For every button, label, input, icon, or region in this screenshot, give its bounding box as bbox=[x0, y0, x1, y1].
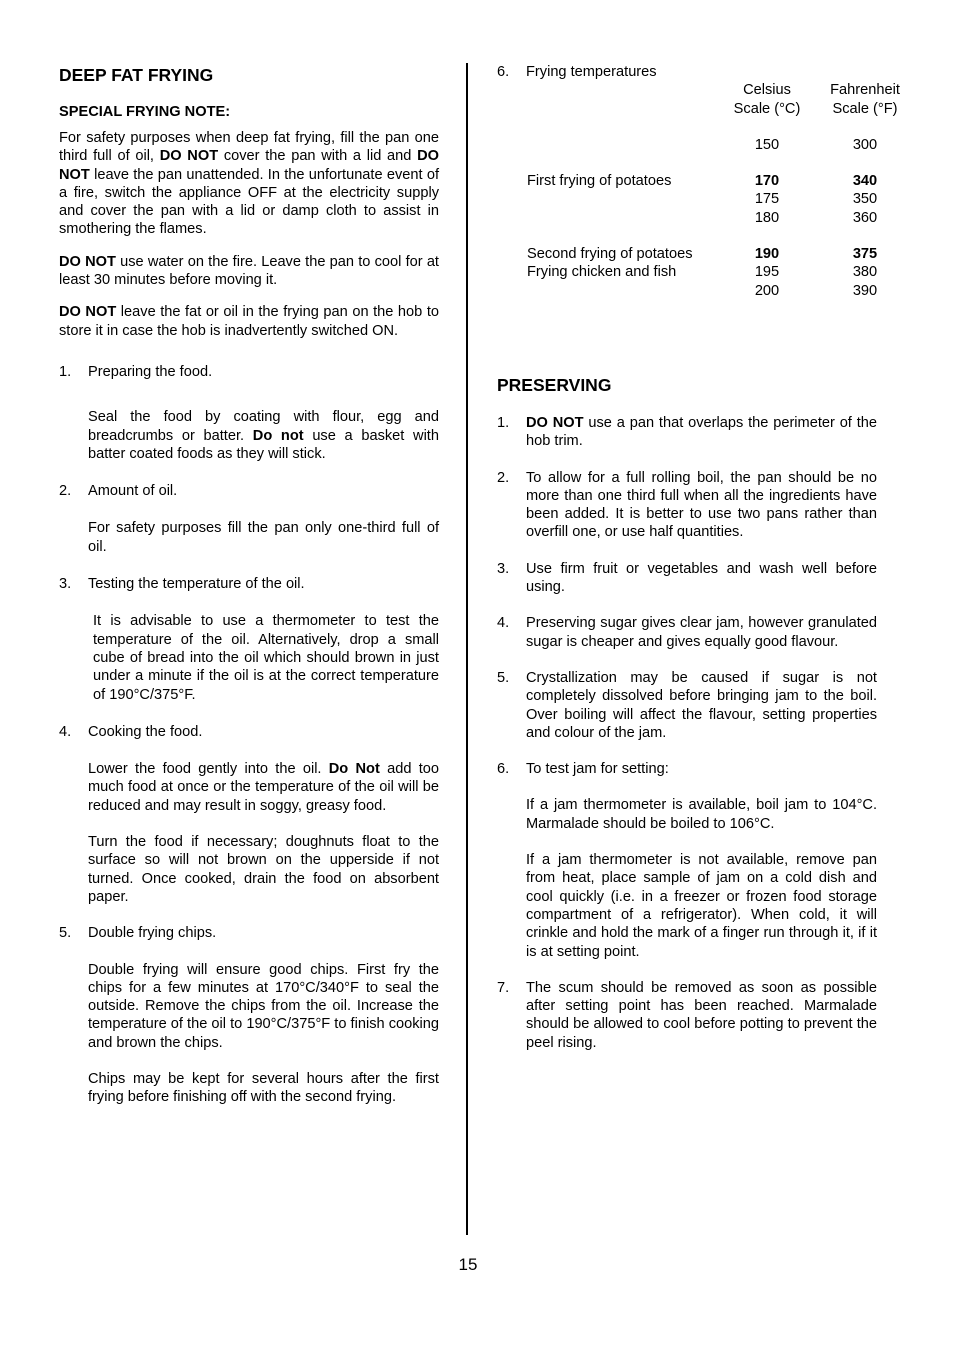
list-item-testing-temperature: 3. Testing the temperature of the oil. bbox=[59, 576, 305, 593]
double-frying-text-2: Chips may be kept for several hours after the first frying before finishing off with the second frying. bbox=[88, 1070, 439, 1106]
safety-note-paragraph: For safety purposes when deep fat frying, fill the pan one third full of oil, DO NOT cover the pan with a lid and DO NOT leave the pan unattended. In the unfortunate event of a fire, switch the appliance OFF at the electricity supply and cover the pan with a lid or damp cloth to assist in smothering the flames. bbox=[59, 130, 439, 238]
section-title-deep-fat-frying: DEEP FAT FRYING bbox=[59, 65, 214, 85]
cooking-text-1: Lower the food gently into the oil. Do Not add too much food at once or the temperature of the oil will be reduced and may result in soggy, greasy food. bbox=[88, 761, 439, 814]
double-frying-text-1: Double frying will ensure good chips. First fry the chips for a few minutes at 170°C/340°F to seal the outside. Remove the chips from the oil. Increase the temperature of the oil to 190°C/375°F to finish cooking and brown the chips. bbox=[88, 961, 439, 1051]
testing-temperature-text: It is advisable to use a thermometer to test the temperature of the oil. Alternatively, drop a small cube of bread into the oil which should brown in just under a minute if the oil is at the correct temperature of 190°C/375°F. bbox=[93, 613, 439, 703]
list-item: 5. Crystallization may be caused if sugar is not completely dissolved before bringing jam to the boil. Over boiling will affect the flavour, setting properties and colour of the jam. bbox=[497, 669, 877, 741]
list-item-amount-of-oil: 2. Amount of oil. bbox=[59, 483, 178, 500]
water-warning-paragraph: DO NOT use water on the fire. Leave the pan to cool for at least 30 minutes before moving it. bbox=[59, 253, 439, 289]
table-header-row-1 bbox=[497, 81, 900, 99]
page-number: 15 bbox=[458, 1255, 478, 1274]
list-item: 1. DO NOT use a pan that overlaps the perimeter of the hob trim. bbox=[497, 414, 877, 450]
table-header-row-2 bbox=[497, 100, 898, 118]
jam-no-thermometer-text: If a jam thermometer is not available, remove pan from heat, place sample of jam on a cold dish and cool quickly (i.e. in a freezer or frozen food storage compartment of a refrigerator). When cold, it will crinkle and hold the mark of a finger run through it, if it is at setting point. bbox=[526, 852, 877, 960]
section-title-preserving: PRESERVING bbox=[497, 374, 612, 395]
jam-thermometer-text: If a jam thermometer is available, boil jam to 104°C. Marmalade should be boiled to 106°C. bbox=[526, 797, 877, 832]
column-divider bbox=[466, 63, 468, 1235]
table-row: Frying chicken and fish 195 380 bbox=[527, 264, 878, 281]
list-item: 3. Use firm fruit or vegetables and wash well before using. bbox=[497, 560, 877, 596]
cooking-text-2: Turn the food if necessary; doughnuts float to the surface so will not brown on the upperside if not turned. Once cooked, drain the food on absorbent paper. bbox=[88, 834, 439, 905]
right-column bbox=[497, 62, 900, 1052]
left-column bbox=[59, 62, 439, 1107]
list-item-frying-temperatures: 6. Frying temperatures bbox=[497, 64, 657, 80]
list-item-cooking: 4. Cooking the food. bbox=[59, 723, 203, 740]
special-frying-note-heading: SPECIAL FRYING NOTE: bbox=[59, 104, 231, 120]
celsius-scale-header: Scale (°C) bbox=[733, 100, 801, 117]
celsius-header: Celsius bbox=[743, 82, 791, 99]
table-row: 175 350 bbox=[754, 191, 878, 208]
table-row: First frying of potatoes 170 340 bbox=[527, 173, 878, 190]
list-item: 2. To allow for a full rolling boil, the pan should be no more than one third full when all the ingredients have been added. It is better to use two pans rather than overfill one, or use half quantities. bbox=[497, 469, 877, 541]
list-item-double-frying: 5. Double frying chips. bbox=[59, 925, 217, 942]
list-item: 6. To test jam for setting: bbox=[497, 761, 669, 778]
storage-warning-paragraph: DO NOT leave the fat or oil in the frying pan on the hob to store it in case the hob is inadvertently switched ON. bbox=[59, 304, 439, 339]
fahrenheit-header: Fahrenheit bbox=[830, 82, 900, 99]
preparing-text: Seal the food by coating with flour, egg and breadcrumbs or batter. Do not use a basket with batter coated foods as they will stick. bbox=[88, 409, 439, 462]
table-row: 200 390 bbox=[754, 282, 878, 299]
table-row: 150 300 bbox=[754, 136, 878, 153]
list-item: 7. The scum should be removed as soon as possible after setting point has been reached. Marmalade should be allowed to cool before potting to prevent the peel rising. bbox=[497, 979, 877, 1051]
list-item-preparing: 1. Preparing the food. bbox=[59, 363, 213, 380]
fahrenheit-scale-header: Scale (°F) bbox=[832, 100, 898, 117]
list-item: 4. Preserving sugar gives clear jam, however granulated sugar is cheaper and gives equally good flavour. bbox=[497, 615, 877, 650]
table-row: 180 360 bbox=[754, 209, 878, 226]
temperature-table bbox=[497, 81, 900, 300]
table-row: Second frying of potatoes 190 375 bbox=[527, 246, 878, 263]
amount-of-oil-text: For safety purposes fill the pan only one-third full of oil. bbox=[88, 520, 439, 555]
